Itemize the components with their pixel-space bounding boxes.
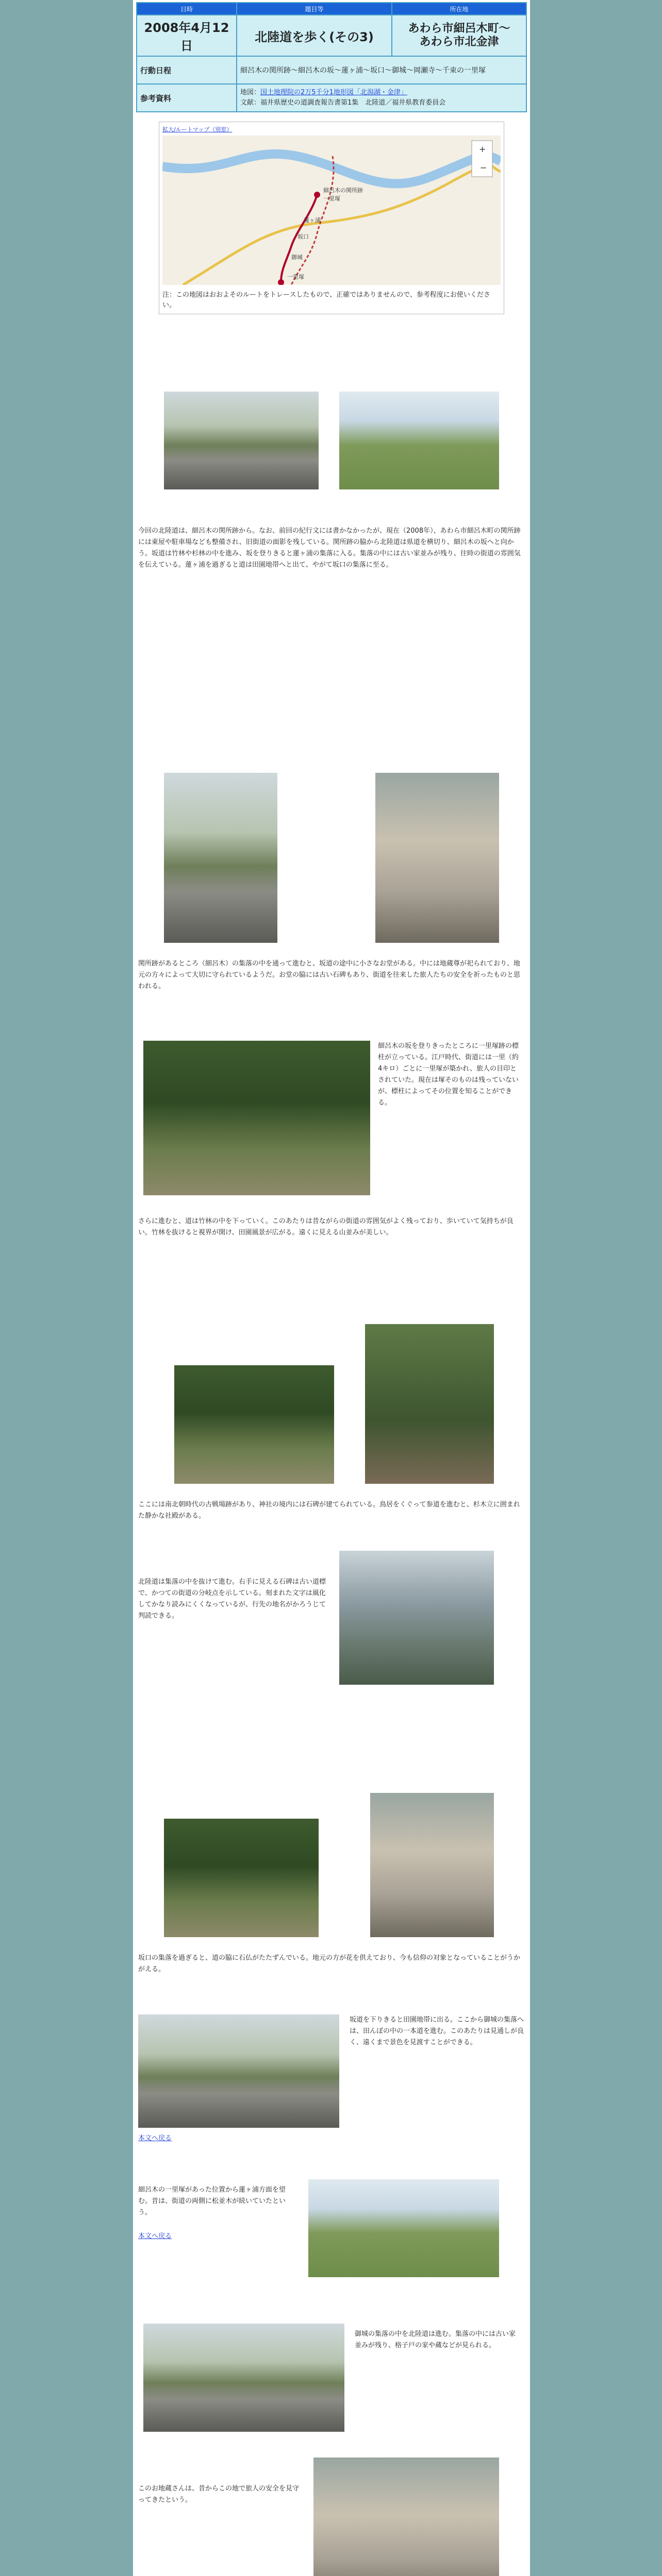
photo-field-1 bbox=[339, 392, 499, 489]
route-marker-start bbox=[314, 192, 320, 198]
reference-label: 参考資料 bbox=[137, 84, 237, 112]
photo-road-1 bbox=[164, 392, 319, 489]
map-label-2: 蓮ヶ浦 bbox=[304, 217, 321, 224]
col-place-header: 所在地 bbox=[392, 3, 526, 15]
zoom-out-icon: − bbox=[480, 163, 487, 173]
zoom-in-icon: + bbox=[479, 144, 486, 154]
page bbox=[133, 0, 530, 2576]
paragraph-11: このお地蔵さんは、昔からこの地で旅人の安全を見守ってきたという。 bbox=[138, 2485, 300, 2504]
place-line-2: あわら市北金津 bbox=[419, 36, 499, 48]
map-label-5: 一里塚 bbox=[287, 274, 304, 280]
page-title: 北陸道を歩く(その3) bbox=[237, 15, 392, 56]
paragraph-4: さらに進むと、道は竹林の中を下っていく。このあたりは昔ながらの街道の雰囲気がよく残っており、歩いていて気持ちが良い。竹林を抜けると視界が開け、田園風景が広がる。遠くに見える山並みが美しい。 bbox=[138, 1217, 514, 1236]
photo-forest-3 bbox=[164, 1819, 319, 1937]
map-label-0: 細呂木の関所跡 bbox=[323, 187, 363, 194]
photo-road-2 bbox=[164, 773, 277, 943]
photo-forest-2 bbox=[174, 1365, 334, 1484]
course-label: 行動日程 bbox=[137, 56, 237, 84]
paragraph-3: 細呂木の坂を登りきったところに一里塚跡の標柱が立っている。江戸時代、街道には一里（約4キロ）ごとに一里塚が築かれ、旅人の目印とされていた。現在は塚そのものは残っていないが、標柱によってその位置を知ることができる。 bbox=[378, 1042, 519, 1107]
map-note: 注：この地図はおおよそのルートをトレースしたもので、正確ではありませんので、参考程度にお使いください。 bbox=[162, 291, 490, 309]
back-link-2[interactable]: 本文へ戻る bbox=[138, 2232, 172, 2240]
route-map-svg bbox=[162, 135, 501, 285]
route-map[interactable] bbox=[162, 135, 501, 285]
paragraph-2: 関所跡があるところ（細呂木）の集落の中を通って進むと、坂道の途中に小さなお堂がある。中には地蔵尊が祀られており、地元の方々によって大切に守られているようだ。お堂の脇には古い石碑もあり、街道を往来した旅人たちの安全を祈ったものと思われる。 bbox=[138, 960, 521, 990]
map-label-3: 坂口 bbox=[297, 233, 309, 240]
course: 細呂木の関所跡～細呂木の坂～蓮ヶ浦～坂口～御城～岡瀬寺～千束の一里塚 bbox=[237, 56, 526, 84]
col-date-header: 日時 bbox=[137, 3, 237, 15]
paragraph-10: 御城の集落の中を北陸道は進む。集落の中には古い家並みが残り、格子戸の家や蔵などが見られる。 bbox=[355, 2330, 516, 2349]
date: 2008年4月12日 bbox=[137, 15, 237, 56]
map-box bbox=[159, 122, 504, 314]
photo-forest-1 bbox=[143, 1041, 370, 1195]
paragraph-7: 坂口の集落を過ぎると、道の脇に石仏がたたずんでいる。地元の方が花を供えており、今も信仰の対象となっていることがうかがえる。 bbox=[138, 1954, 521, 1973]
paragraph-8: 坂道を下りきると田園地帯に出る。ここから御城の集落へは、田んぼの中の一本道を進む。このあたりは見通しが良く、遠くまで景色を見渡すことができる。 bbox=[350, 2016, 524, 2046]
place bbox=[392, 15, 526, 56]
paragraph-6: 北陸道は集落の中を抜けて進む。右手に見える石碑は古い道標で、かつての街道の分岐点を示している。刻まれた文字は風化してかなり読みにくくなっているが、行先の地名がかろうじて判読できる。 bbox=[138, 1578, 326, 1620]
ref-map-link[interactable]: 国土地理院の2万5千分1地形図「北潟湖・金津」 bbox=[260, 89, 407, 96]
header-table bbox=[136, 2, 527, 112]
photo-torii-1 bbox=[365, 1324, 494, 1484]
map-enlarge-link[interactable]: 拡大/ルートマップ（別窓） bbox=[162, 126, 233, 133]
col-title-header: 題目等 bbox=[237, 3, 392, 15]
photo-shrine-2 bbox=[370, 1793, 494, 1937]
paragraph-5: ここには南北朝時代の古戦場跡があり、神社の境内には石碑が建てられている。鳥居をくぐって参道を進むと、杉木立に囲まれた静かな社殿がある。 bbox=[138, 1501, 520, 1520]
map-label-1: 一里塚 bbox=[323, 195, 340, 202]
paragraph-9: 細呂木の一里塚があった位置から蓮ヶ浦方面を望む。昔は、街道の両側に松並木が続いていたという。 bbox=[138, 2186, 286, 2216]
paragraph-1: 今回の北陸道は、細呂木の関所跡から。なお、前回の紀行文には書かなかったが、現在（2008年）、あわら市細呂木町の関所跡には東屋や駐車場なども整備され、旧街道の面影を残している。関所跡の脇から北陸道は県道を横切り、細呂木の坂へと向かう。坂道は竹林や杉林の中を進み、坂を登りきると蓮ヶ浦の集落に入る。集落の中には古い家並みが残り、往時の街道の雰囲気を伝えている。蓮ヶ浦を過ぎると道は田園地帯へと出て、やがて坂口の集落に至る。 bbox=[138, 527, 521, 569]
map-label-4: 御城 bbox=[291, 254, 303, 261]
ref-map-prefix: 地図： bbox=[240, 89, 261, 96]
photo-shrine-1 bbox=[375, 773, 499, 943]
ref-text: 文献：福井県歴史の道調査報告書第1集 北陸道／福井県教育委員会 bbox=[240, 99, 446, 107]
photo-town-1 bbox=[339, 1551, 494, 1685]
photo-field-2 bbox=[308, 2179, 499, 2277]
reference bbox=[237, 84, 526, 112]
photo-road-3 bbox=[138, 2014, 339, 2128]
back-link-1[interactable]: 本文へ戻る bbox=[138, 2134, 172, 2142]
photo-shrine-3 bbox=[313, 2458, 499, 2576]
photo-road-4 bbox=[143, 2324, 344, 2432]
place-line-1: あわら市細呂木町～ bbox=[408, 22, 510, 35]
